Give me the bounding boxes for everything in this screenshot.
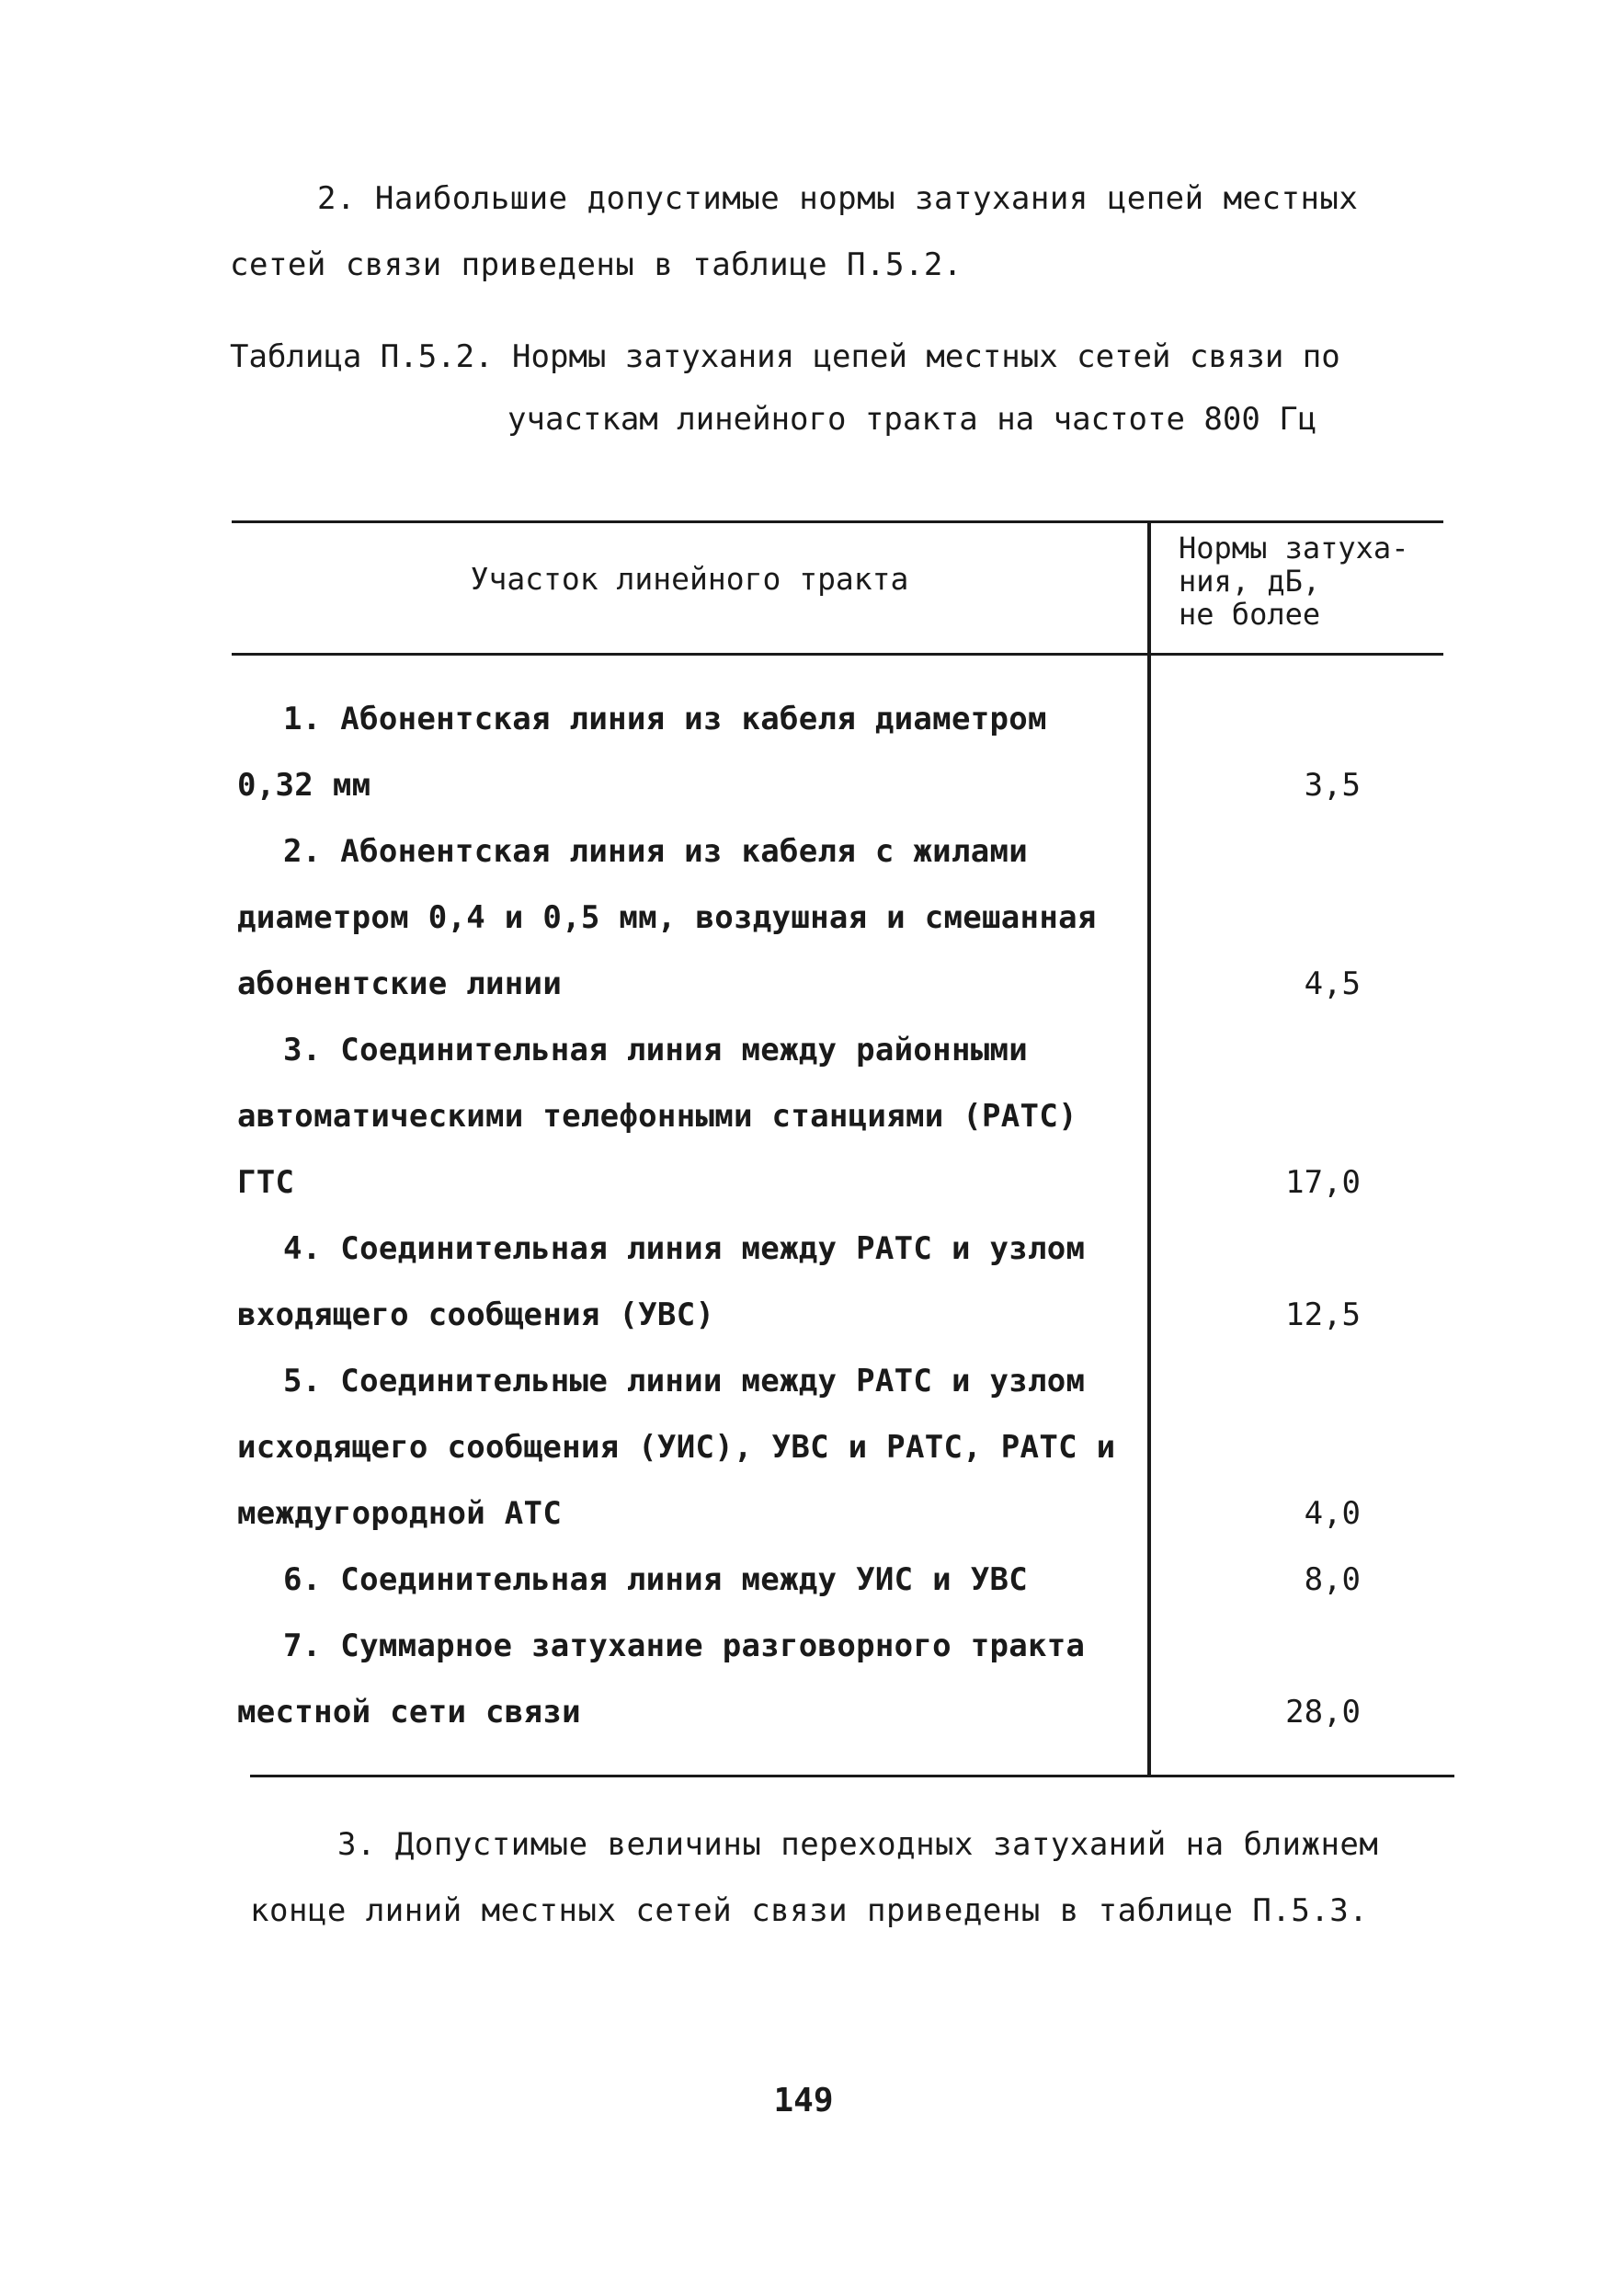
- page-number: 149: [773, 2082, 834, 2119]
- table-row-2-value: 4,5: [1304, 965, 1361, 1002]
- table-row-4-text: 4. Соединительная линия между РАТС и узлом входящего сообщения (УВС): [237, 1230, 1086, 1333]
- table-caption-line-1: Таблица П.5.2. Нормы затухания цепей местных сетей связи по: [230, 338, 1340, 375]
- table-row-6-text: 6. Соединительная линия между УИС и УВС: [283, 1561, 1029, 1598]
- table-row-4-value: 12,5: [1285, 1296, 1361, 1333]
- table-bottom-rule: [250, 1775, 1454, 1777]
- table-top-rule: [232, 520, 1443, 523]
- table-header-section: Участок линейного тракта: [470, 561, 909, 597]
- table-row-5-text: 5. Соединительные линии между РАТС и узлом исходящего сообщения (УИС), УВС и РАТС, РАТС и междугородной АТС: [237, 1363, 1116, 1532]
- closing-paragraph: 3. Допустимые величины переходных затуханий на ближнем конце линий местных сетей связи приведены в таблице П.5.3.: [250, 1826, 1379, 1929]
- table-row-5-value: 4,0: [1304, 1495, 1361, 1532]
- table-caption-line-2: участкам линейного тракта на частоте 800 Гц: [507, 401, 1317, 438]
- table-row-1-value: 3,5: [1304, 767, 1361, 804]
- table-header-rule: [232, 653, 1443, 656]
- intro-paragraph: 2. Наибольшие допустимые нормы затухания цепей местных сетей связи приведены в таблице П.5.2.: [230, 180, 1359, 283]
- table-row-7-value: 28,0: [1285, 1694, 1361, 1731]
- table-row-6-value: 8,0: [1304, 1561, 1361, 1598]
- table-row-7-text: 7. Суммарное затухание разговорного тракта местной сети связи: [237, 1628, 1086, 1731]
- table-row-2-text: 2. Абонентская линия из кабеля с жилами диаметром 0,4 и 0,5 мм, воздушная и смешанная абонентские линии: [237, 833, 1097, 1002]
- table-row-3-value: 17,0: [1285, 1164, 1361, 1201]
- table-row-3-text: 3. Соединительная линия между районными автоматическими телефонными станциями (РАТС) ГТС: [237, 1032, 1077, 1201]
- table-header-norms: Нормы затуха- ния, дБ, не более: [1179, 531, 1409, 632]
- table-row-1-text: 1. Абонентская линия из кабеля диаметром 0,32 мм: [237, 701, 1047, 804]
- table-column-divider: [1147, 520, 1151, 1775]
